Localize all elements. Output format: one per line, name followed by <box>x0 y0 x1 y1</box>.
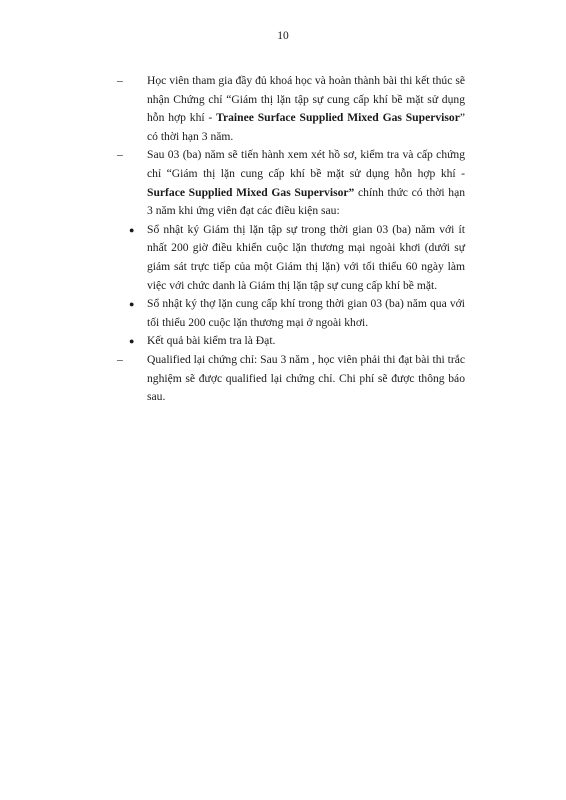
text-span: Qualified lại chứng chỉ: Sau 3 năm , học viên phải thi đạt bài thi trắc nghiệm sẽ được qualified lại chứng chỉ. Chi phí sẽ được thông báo sau. <box>147 352 465 404</box>
page-number: 10 <box>277 30 289 42</box>
bullet-marker: ● <box>129 299 135 310</box>
document-body <box>117 72 465 407</box>
list-item-official-certificate <box>117 146 465 220</box>
condition-item <box>117 332 465 351</box>
condition-text: Kết quả bài kiểm tra là Đạt. <box>147 334 276 348</box>
condition-text: Sổ nhật ký Giám thị lặn tập sự trong thời gian 03 (ba) năm với ít nhất 200 giờ điều khiển cuộc lặn thương mại ngoài khơi (dưới sự giám sát trực tiếp của một Giám thị lặn) với tối thiểu 60 ngày làm việc với chức danh là Giám thị lặn tập sự cung cấp khí bề mặt. <box>147 222 465 292</box>
list-item-requalification <box>117 351 465 407</box>
condition-text: Sổ nhật ký thợ lặn cung cấp khí trong thời gian 03 (ba) năm qua với tối thiểu 200 cuộc lặn thương mại ở ngoài khơi. <box>147 297 465 329</box>
list-item-trainee-certificate <box>117 72 465 146</box>
bold-text-span: Surface Supplied Mixed Gas Supervisor” <box>147 185 355 199</box>
bullet-marker: ● <box>129 336 135 347</box>
text-span: Học viên tham gia đầy đủ khoá học và hoàn thành bài thi kết thúc sẽ nhận Chứng chỉ “Giám thị lặn tập sự cung cấp khí bề mặt sử dụng hỗn hợp khí - <box>147 74 465 125</box>
condition-item <box>117 221 465 295</box>
condition-item <box>117 295 465 332</box>
dash-marker: – <box>117 352 123 366</box>
bold-text-span: Trainee Surface Supplied Mixed Gas Supervisor <box>216 111 460 125</box>
text-span: chính thức có thời hạn 3 năm khi ứng viên đạt các điều kiện sau: <box>147 185 466 218</box>
conditions-list <box>117 221 465 351</box>
bullet-marker: ● <box>129 224 135 235</box>
dash-marker: – <box>117 148 123 162</box>
text-span: ” có thời hạn 3 năm. <box>147 111 465 143</box>
dash-marker: – <box>117 74 123 87</box>
text-span: Sau 03 (ba) năm sẽ tiến hành xem xét hồ sơ, kiểm tra và cấp chứng chỉ “Giám thị lặn cung cấp khí bề mặt sử dụng hỗn hợp khí - <box>147 148 465 180</box>
